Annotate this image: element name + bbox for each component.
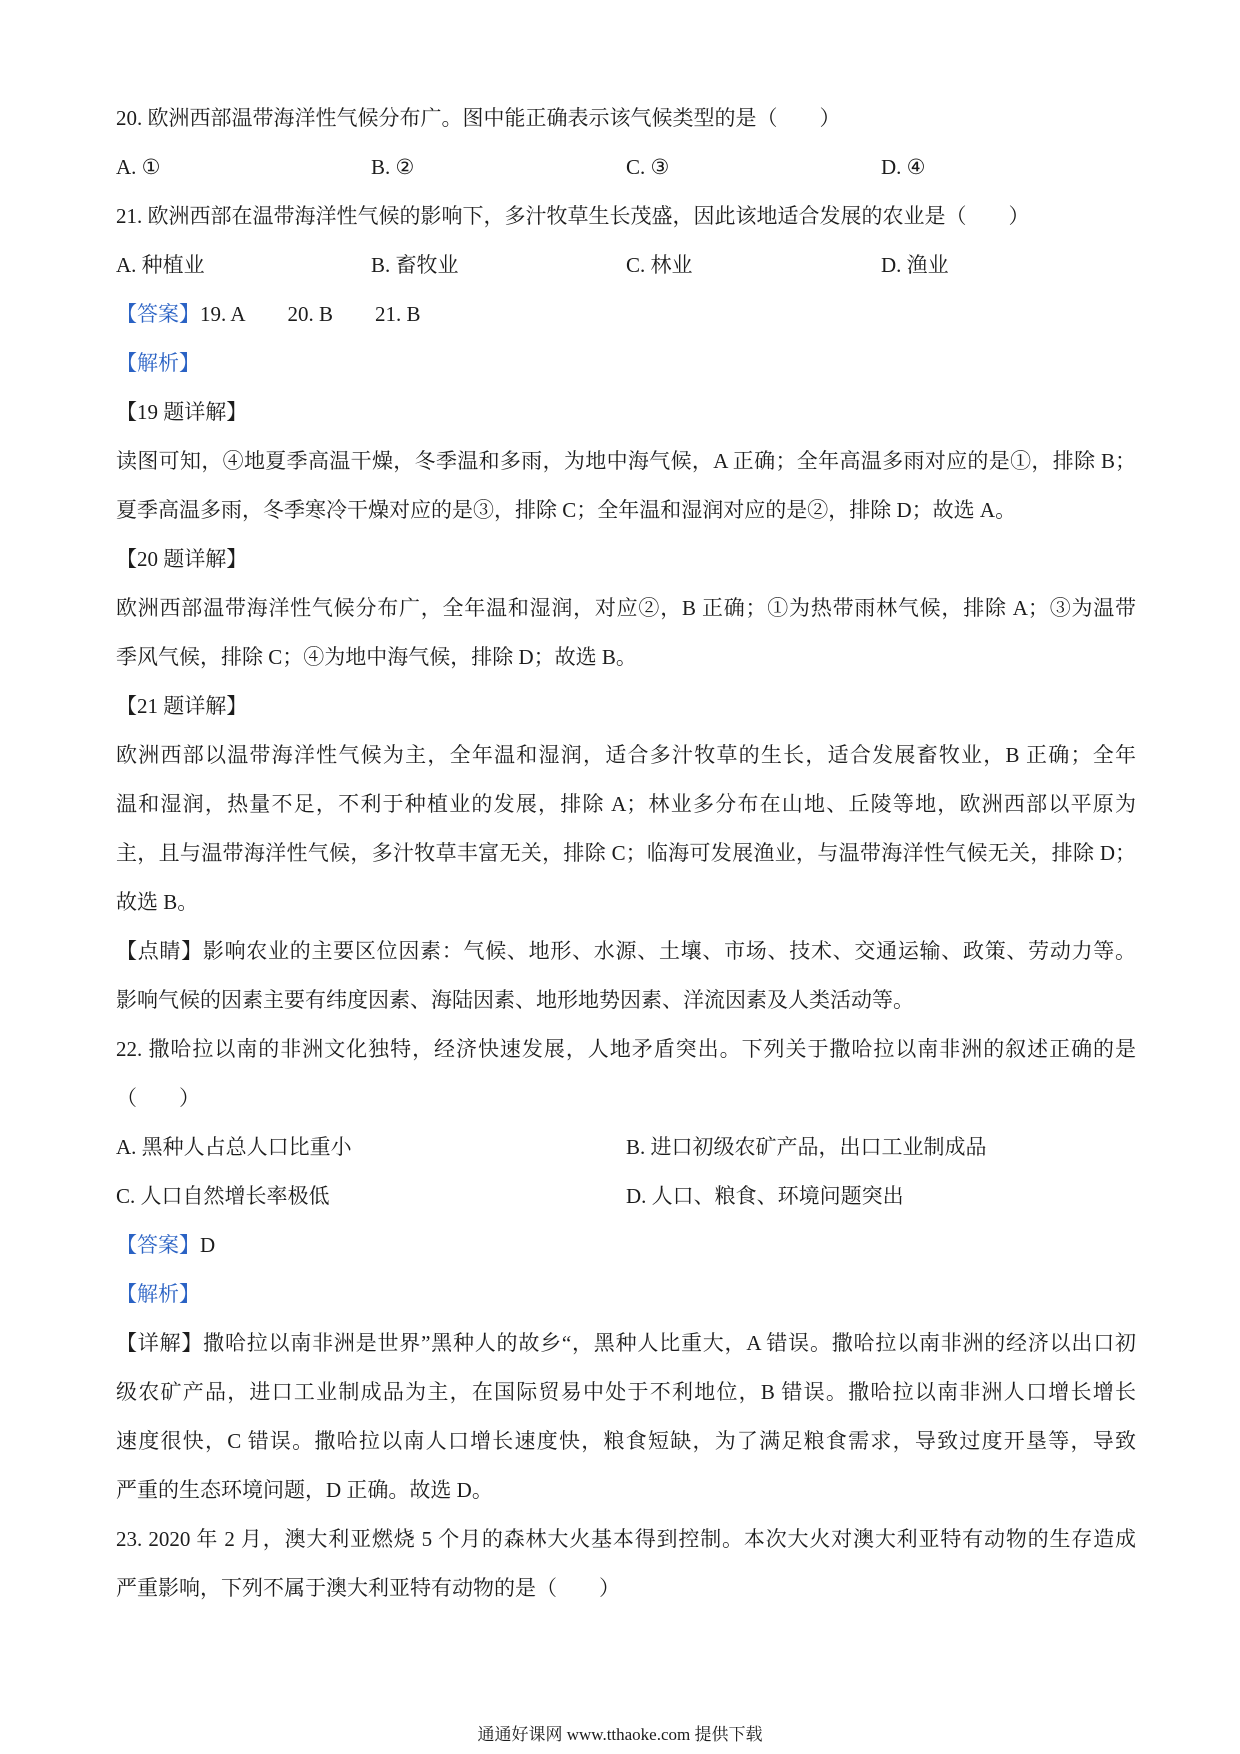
question-21-option-c: C. 林业 [626, 253, 693, 277]
detail-21-text: 主，且与温带海洋性气候，多汁牧草丰富无关，排除 C；临海可发展渔业，与温带海洋性气候无关，排除 D； [116, 841, 1136, 865]
question-22-options-row-2 [116, 1172, 1136, 1221]
question-21-option-b: B. 畜牧业 [371, 253, 459, 277]
question-20-option-b: B. ② [371, 155, 415, 179]
detail-22-text: 速度很快，C 错误。撒哈拉以南人口增长速度快，粮食短缺，为了满足粮食需求，导致过度开垦等，导致 [116, 1429, 1136, 1453]
question-22-option-b: B. 进口初级农矿产品，出口工业制成品 [626, 1135, 987, 1159]
question-21-options [116, 241, 1136, 290]
tip-text: 影响农业的主要区位因素：气候、地形、水源、土壤、市场、技术、交通运输、政策、劳动力等。 [202, 939, 1136, 963]
answer-19: 19. A [200, 302, 246, 326]
question-20-option-a: A. ① [116, 155, 161, 179]
detail-21-text: 欧洲西部以温带海洋性气候为主，全年温和湿润，适合多汁牧草的生长，适合发展畜牧业，B 正确；全年 [116, 743, 1136, 767]
analysis-label: 【解析】 [116, 1282, 200, 1306]
analysis-label: 【解析】 [116, 351, 200, 375]
document-page [116, 94, 1136, 1613]
detail-21-text: 故选 B。 [116, 890, 199, 914]
detail-19-heading: 【19 题详解】 [116, 400, 248, 424]
detail-19-text: 夏季高温多雨，冬季寒冷干燥对应的是③，排除 C；全年温和湿润对应的是②，排除 D；故选 A。 [116, 498, 1017, 522]
question-20-option-d: D. ④ [881, 155, 926, 179]
question-22-option-c: C. 人口自然增长率极低 [116, 1184, 330, 1208]
question-21-stem: 21. 欧洲西部在温带海洋性气候的影响下，多汁牧草生长茂盛，因此该地适合发展的农业是（ ） [116, 204, 1030, 228]
answer-label: 【答案】 [116, 1233, 200, 1257]
detail-20-text: 欧洲西部温带海洋性气候分布广，全年温和湿润，对应②，B 正确；①为热带雨林气候，排除 A；③为温带 [116, 596, 1136, 620]
answer-21: 21. B [375, 302, 421, 326]
question-22-option-a: A. 黑种人占总人口比重小 [116, 1135, 352, 1159]
detail-22-text: 撒哈拉以南非洲是世界”黑种人的故乡“，黑种人比重大，A 错误。撒哈拉以南非洲的经济以出口初 [203, 1331, 1136, 1355]
detail-19-text: 读图可知，④地夏季高温干燥，冬季温和多雨，为地中海气候，A 正确；全年高温多雨对应的是①，排除 B； [116, 449, 1136, 473]
question-20-option-c: C. ③ [626, 155, 670, 179]
answer-20: 20. B [287, 302, 334, 326]
footer-source-note: 通通好课网 www.tthaoke.com 提供下载 [477, 1725, 763, 1744]
detail-22-text: 级农矿产品，进口工业制成品为主，在国际贸易中处于不利地位，B 错误。撒哈拉以南非洲人口增长增长 [116, 1380, 1136, 1404]
answer-22: D [200, 1233, 216, 1257]
detail-22-line [116, 1319, 1136, 1368]
detail-22-label: 【详解】 [116, 1331, 204, 1355]
answer-line-19-21 [116, 290, 1136, 339]
question-23-stem: 严重影响，下列不属于澳大利亚特有动物的是（ ） [116, 1576, 620, 1600]
tip-line [116, 927, 1136, 976]
question-22-stem: 22. 撒哈拉以南的非洲文化独特，经济快速发展，人地矛盾突出。下列关于撒哈拉以南非洲的叙述正确的是 [116, 1037, 1136, 1061]
tip-text: 影响气候的因素主要有纬度因素、海陆因素、地形地势因素、洋流因素及人类活动等。 [116, 988, 914, 1012]
question-22-options-row-1 [116, 1123, 1136, 1172]
question-23-stem: 23. 2020 年 2 月，澳大利亚燃烧 5 个月的森林大火基本得到控制。本次大火对澳大利亚特有动物的生存造成 [116, 1527, 1136, 1551]
detail-21-text: 温和湿润，热量不足，不利于种植业的发展，排除 A；林业多分布在山地、丘陵等地，欧洲西部以平原为 [116, 792, 1136, 816]
question-22-option-d: D. 人口、粮食、环境问题突出 [626, 1184, 904, 1208]
question-21-option-d: D. 渔业 [881, 253, 949, 277]
question-20-options [116, 143, 1136, 192]
tip-label: 【点睛】 [116, 939, 203, 963]
question-22-stem: （ ） [116, 1086, 200, 1110]
detail-21-heading: 【21 题详解】 [116, 694, 248, 718]
answer-label: 【答案】 [116, 302, 200, 326]
detail-20-text: 季风气候，排除 C；④为地中海气候，排除 D；故选 B。 [116, 645, 637, 669]
detail-22-text: 严重的生态环境问题，D 正确。故选 D。 [116, 1478, 493, 1502]
question-20-stem: 20. 欧洲西部温带海洋性气候分布广。图中能正确表示该气候类型的是（ ） [116, 106, 841, 130]
question-21-option-a: A. 种植业 [116, 253, 205, 277]
answer-line-22 [116, 1221, 1136, 1270]
detail-20-heading: 【20 题详解】 [116, 547, 248, 571]
